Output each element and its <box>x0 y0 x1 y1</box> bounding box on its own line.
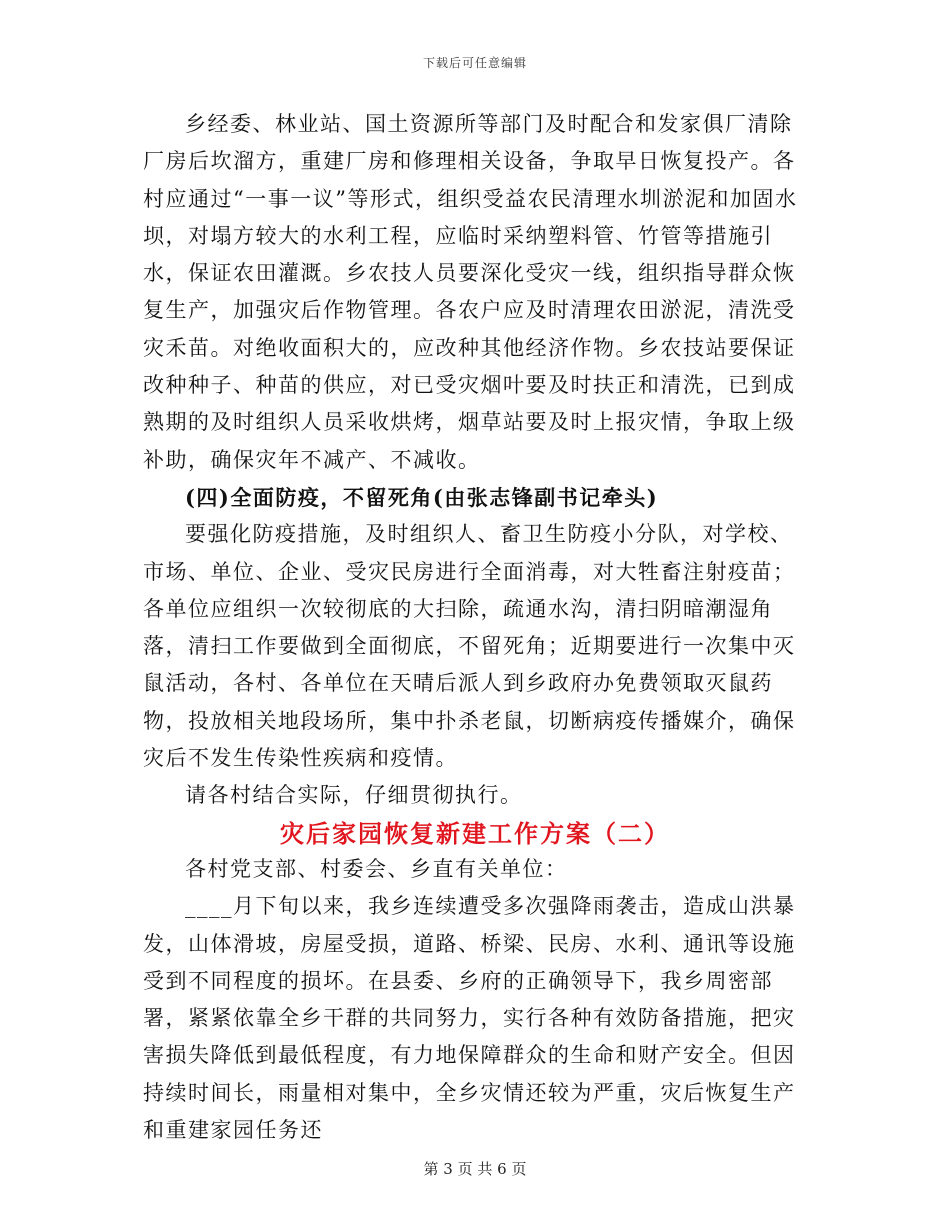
paragraph-epidemic-prevention: 要强化防疫措施，及时组织人、畜卫生防疫小分队，对学校、市场、单位、企业、受灾民房进行全面消毒，对大牲畜注射疫苗；各单位应组织一次较彻底的大扫除，疏通水沟，清扫阴暗潮湿角落，清扫工作要做到全面彻底，不留死角；近期要进行一次集中灭鼠活动，各村、各单位在天晴后派人到乡政府办免费领取灭鼠药物，投放相关地段场所，集中扑杀老鼠，切断病疫传播媒介，确保灾后不发生传染性疾病和疫情。 <box>143 522 796 771</box>
page-header: 下载后可任意编辑 <box>422 56 527 70</box>
salutation: 各村党支部、村委会、乡直有关单位： <box>185 857 568 881</box>
document-body-bottom <box>143 851 803 1149</box>
document-body-top <box>143 106 803 815</box>
page-number: 第 3 页 共 6 页 <box>423 1160 527 1178</box>
document-title: 灾后家园恢复新建工作方案（二） <box>280 819 670 848</box>
paragraph-disaster-overview: ____月下旬以来，我乡连续遭受多次强降雨袭击，造成山洪暴发，山体滑坡，房屋受损，道路、桥梁、民房、水利、通讯等设施受到不同程度的损坏。在县委、乡府的正确领导下，我乡周密部署，紧紧依靠全乡干群的共同努力，实行各种有效防备措施，把灾害损失降低到最低程度，有力地保障群众的生命和财产安全。但因持续时间长，雨量相对集中，全乡灾情还较为严重，灾后恢复生产和重建家园任务还 <box>143 894 796 1143</box>
paragraph-recovery-production: 乡经委、林业站、国土资源所等部门及时配合和发家俱厂清除厂房后坎溜方，重建厂房和修理相关设备，争取早日恢复投产。各村应通过“一事一议”等形式，组织受益农民清理水圳淤泥和加固水坝，对塌方较大的水利工程，应临时采纳塑料管、竹管等措施引水，保证农田灌溉。乡农技人员要深化受灾一线，组织指导群众恢复生产，加强灾后作物管理。各农户应及时清理农田淤泥，清洗受灾禾苗。对绝收面积大的，应改种其他经济作物。乡农技站要保证改种种子、种苗的供应，对已受灾烟叶要及时扶正和清洗，已到成熟期的及时组织人员采收烘烤，烟草站要及时上报灾情，争取上级补助，确保灾年不减产、不减收。 <box>143 112 798 472</box>
closing-instruction: 请各村结合实际，仔细贯彻执行。 <box>185 783 523 808</box>
section-heading-epidemic-prevention: (四)全面防疫，不留死角(由张志锋副书记牵头) <box>185 484 659 510</box>
